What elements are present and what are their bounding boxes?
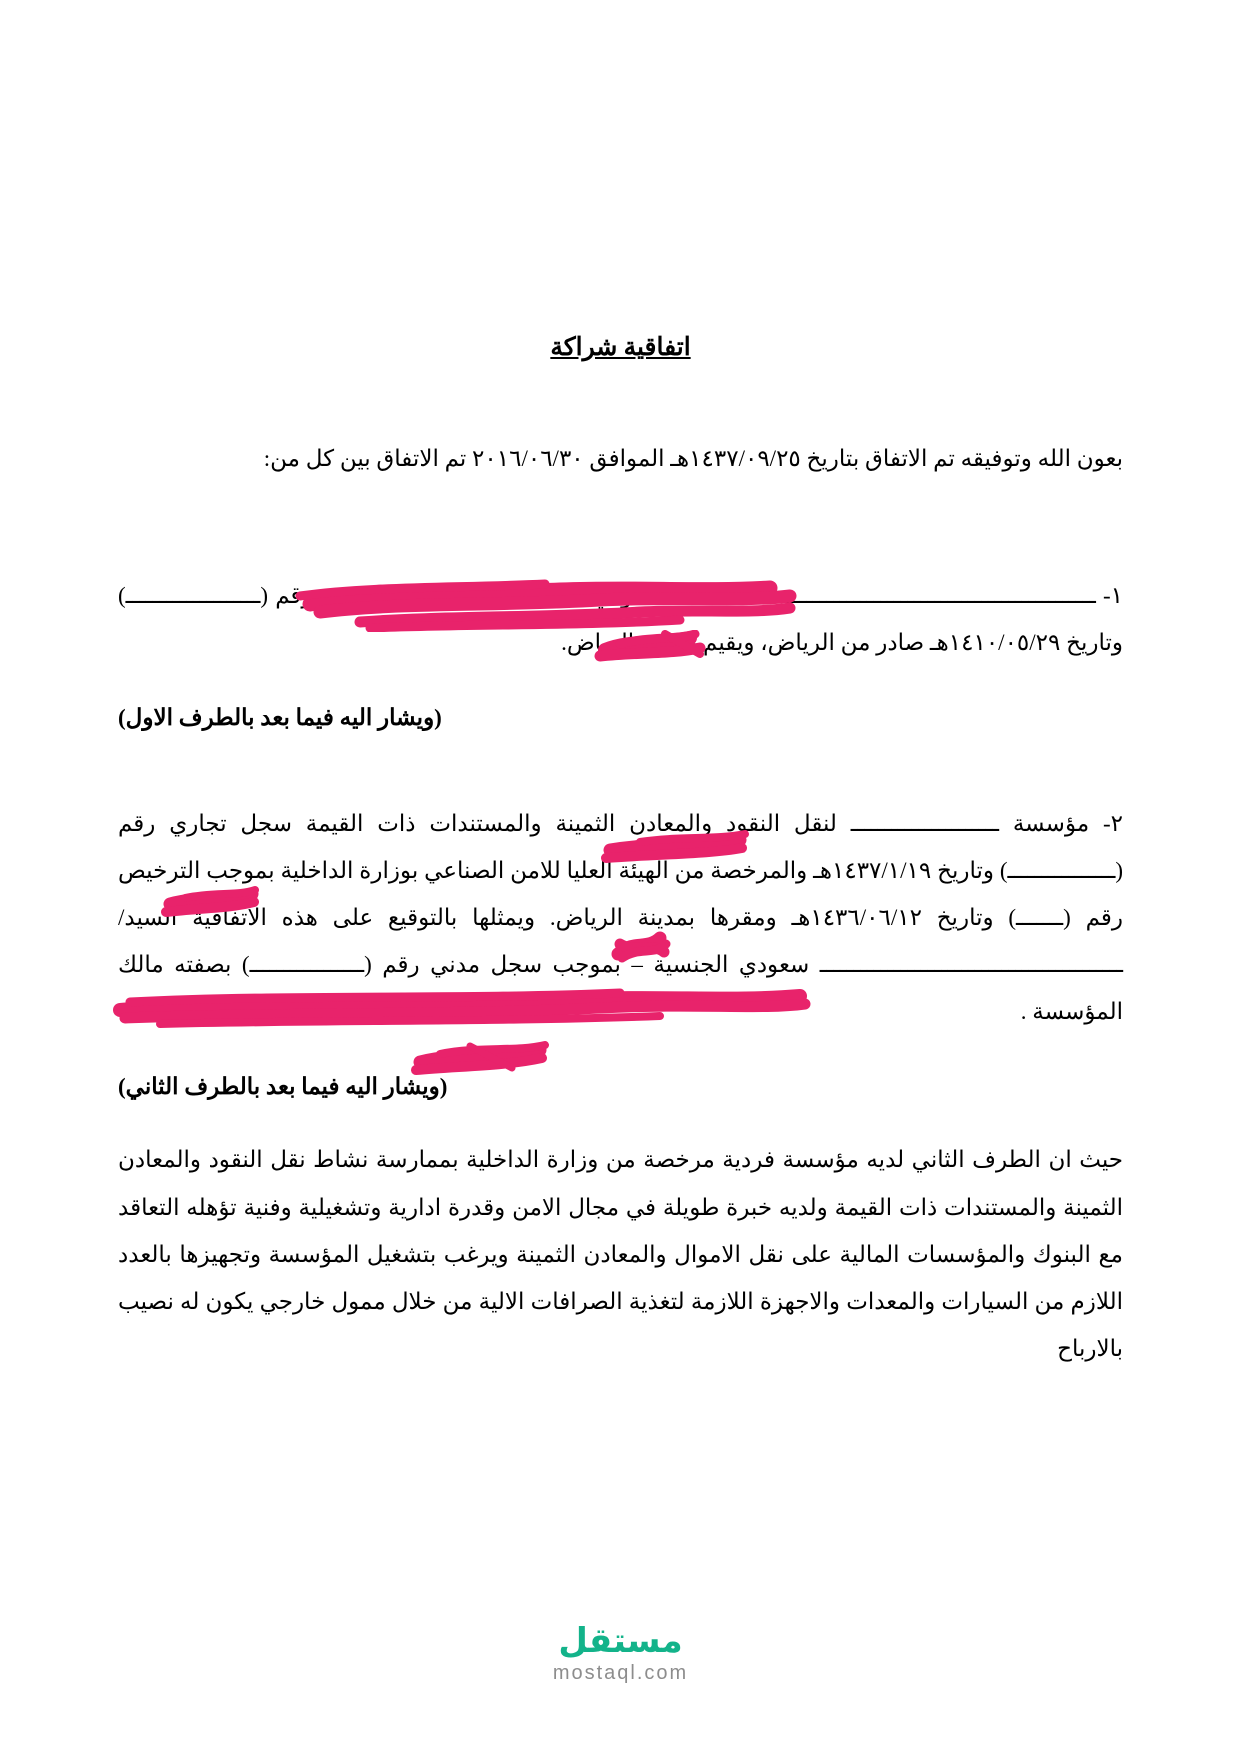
party-one-note: (ويشار اليه فيما بعد بالطرف الاول) — [118, 705, 442, 731]
party-two-paragraph: ٢- مؤسسة ــــــــــــــــــــــ لنقل النقود والمعادن الثمينة والمستندات ذات القيمة سجل تجاري رقم (ــــــــــــــــ) وتاريخ ١٤٣٧/١/١٩هـ والمرخصة من الهيئة العليا للامن الصناعي بوزارة الداخلية بموجب الترخيص رقم (ـــــــ) وتاريخ ١٤٣٦/٠٦/١٢هـ ومقرها بمدينة الرياض. ويمثلها بالتوقيع على هذه الاتفاقية السيد/ ـــــــــــــــــــــــــــــــــــــــــــــ سعودي الجنسية – بموجب سجل مدني رقم (ـــــــــــــــــ) بصفته مالك المؤسسة . — [118, 810, 1123, 1025]
page-title: اتفاقية شراكة — [550, 334, 691, 361]
party-two-note: (ويشار اليه فيما بعد بالطرف الثاني) — [118, 1074, 448, 1100]
intro-paragraph: بعون الله وتوفيقه تم الاتفاق بتاريخ ١٤٣٧/٠٩/٢٥هـ الموافق ٢٠١٦/٠٦/٣٠ تم الاتفاق بين كل من: — [263, 446, 1123, 471]
party-one-paragraph: ١- ــــــــــــــــــــــــــــــــــــــــــــــــــــــــــــــ، سعودي الجنسية بموجب سجل مدني رقم (ــــــــــــــــــــ) وتاريخ ١٤١٠/٠٥/٢٩هـ صادر من الرياض، ويقيم بمدينة الرياض. — [118, 583, 1123, 656]
site-logo — [0, 1620, 1241, 1685]
document-body — [118, 330, 1123, 1400]
brand-name: مستقل — [558, 1620, 683, 1661]
preamble-paragraph: حيث ان الطرف الثاني لديه مؤسسة فردية مرخصة من وزارة الداخلية بممارسة نشاط نقل النقود والمعادن الثمينة والمستندات ذات القيمة ولديه خبرة طويلة في مجال الامن وقدرة ادارية وتشغيلية وفنية تؤهله التعاقد مع البنوك والمؤسسات المالية على نقل الاموال والمعادن الثمينة ويرغب بتشغيل المؤسسة وتجهيزها بالعدد اللازم من السيارات والمعدات والاجهزة اللازمة لتغذية الصرافات الالية من خلال ممول خارجي يكون له نصيب بالارباح — [118, 1147, 1124, 1361]
brand-url: mostaql.com — [552, 1662, 689, 1684]
